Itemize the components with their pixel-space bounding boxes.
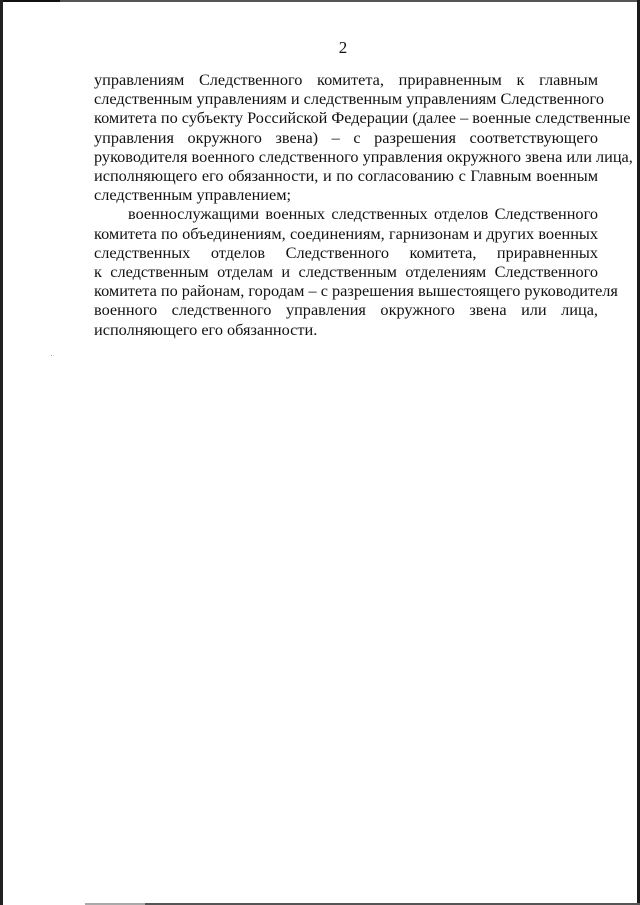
paragraph-2	[94, 204, 618, 339]
text-line: руководителя военного следственного управления окружного звена или лица,	[94, 146, 633, 166]
text-line: исполняющего его обязанности, и по согласованию с Главным военным	[94, 166, 598, 186]
text-line: к следственным отделам и следственным отделениям Следственного	[94, 262, 598, 282]
text-line: комитета по объединениям, соединениям, гарнизонам и других военных	[94, 223, 598, 243]
paragraph-1	[94, 70, 633, 205]
page-number: 2	[338, 38, 348, 57]
scan-edge-top	[0, 0, 640, 2]
text-line: военного следственного управления окружного звена или лица,	[94, 300, 598, 320]
document-body	[94, 70, 633, 339]
text-line: следственным управлением;	[94, 185, 292, 205]
text-line: управлениям Следственного комитета, приравненным к главным	[94, 70, 598, 89]
text-line: следственным управлениям и следственным управлениям Следственного	[94, 89, 604, 109]
text-line: управления окружного звена) – с разрешения соответствующего	[94, 127, 598, 147]
scan-speck	[51, 355, 52, 356]
scan-edge-left	[0, 0, 3, 905]
text-line: исполняющего его обязанности.	[94, 319, 318, 339]
text-line: военнослужащими военных следственных отделов Следственного	[128, 204, 598, 224]
text-line: комитета по субъекту Российской Федерации (далее – военные следственные	[94, 108, 631, 128]
text-line: следственных отделов Следственного комитета, приравненных	[94, 242, 598, 262]
text-line: комитета по районам, городам – с разрешения вышестоящего руководителя	[94, 281, 618, 301]
